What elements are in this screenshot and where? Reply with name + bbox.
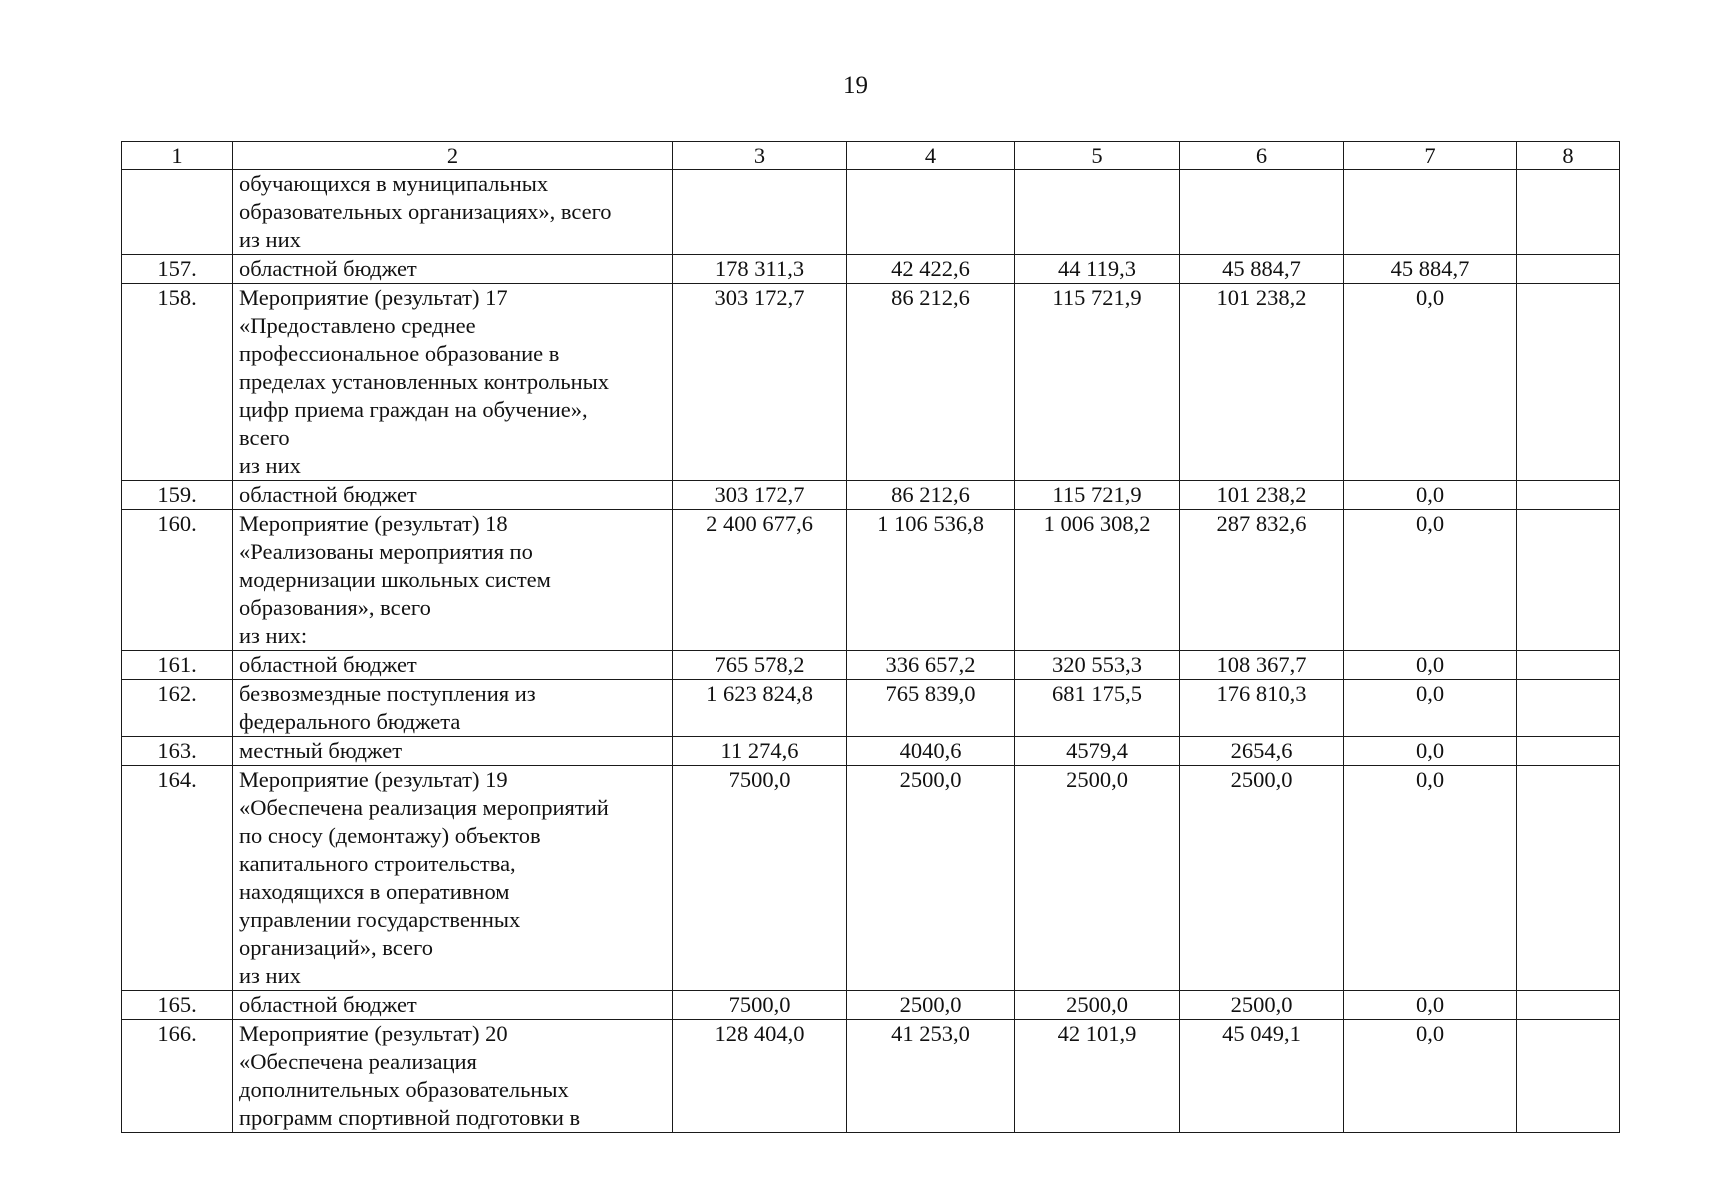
column-header: 6 — [1180, 142, 1344, 170]
description-line: Мероприятие (результат) 18 — [239, 511, 508, 536]
value-cell-col-5: 681 175,5 — [1015, 680, 1180, 737]
value-cell-col-7: 0,0 — [1344, 766, 1517, 991]
description-line: из них — [239, 227, 301, 252]
description-line: дополнительных образовательных — [239, 1077, 569, 1102]
description-line: капитального строительства, — [239, 851, 516, 876]
description-line: из них — [239, 963, 301, 988]
description-line: областной бюджет — [239, 992, 417, 1017]
row-description — [233, 991, 673, 1020]
value-cell-col-5: 115 721,9 — [1015, 284, 1180, 481]
description-line: по сносу (демонтажу) объектов — [239, 823, 541, 848]
value-cell-col-7: 0,0 — [1344, 1020, 1517, 1133]
value-cell-col-5: 1 006 308,2 — [1015, 510, 1180, 651]
value-cell-col-8 — [1517, 1020, 1620, 1133]
description-line: областной бюджет — [239, 652, 417, 677]
value-cell-col-7: 0,0 — [1344, 651, 1517, 680]
description-line: «Обеспечена реализация мероприятий — [239, 795, 609, 820]
value-cell-col-6: 45 884,7 — [1180, 255, 1344, 284]
description-line: обучающихся в муниципальных — [239, 171, 549, 196]
column-header: 3 — [673, 142, 847, 170]
description-line: образовательных организациях», всего — [239, 199, 612, 224]
row-number: 166. — [122, 1020, 233, 1133]
value-cell-col-6: 176 810,3 — [1180, 680, 1344, 737]
row-description — [233, 510, 673, 651]
value-cell-col-3: 2 400 677,6 — [673, 510, 847, 651]
row-description — [233, 737, 673, 766]
value-cell-col-7: 0,0 — [1344, 991, 1517, 1020]
value-cell-col-3: 7500,0 — [673, 991, 847, 1020]
value-cell-col-6: 2654,6 — [1180, 737, 1344, 766]
row-description — [233, 1020, 673, 1133]
row-number: 159. — [122, 481, 233, 510]
value-cell-col-3: 303 172,7 — [673, 481, 847, 510]
description-line: безвозмездные поступления из — [239, 681, 536, 706]
row-number — [122, 170, 233, 255]
row-description — [233, 481, 673, 510]
row-number: 158. — [122, 284, 233, 481]
value-cell-col-4: 86 212,6 — [847, 481, 1015, 510]
value-cell-col-5: 44 119,3 — [1015, 255, 1180, 284]
value-cell-col-7: 0,0 — [1344, 510, 1517, 651]
description-line: областной бюджет — [239, 256, 417, 281]
value-cell-col-3 — [673, 170, 847, 255]
value-cell-col-7: 0,0 — [1344, 737, 1517, 766]
description-line: программ спортивной подготовки в — [239, 1105, 581, 1130]
description-line: Мероприятие (результат) 17 — [239, 285, 508, 310]
table-row — [122, 737, 1620, 766]
row-description — [233, 680, 673, 737]
description-line: профессиональное образование в — [239, 341, 560, 366]
value-cell-col-4 — [847, 170, 1015, 255]
row-number: 157. — [122, 255, 233, 284]
value-cell-col-7: 0,0 — [1344, 481, 1517, 510]
value-cell-col-4: 41 253,0 — [847, 1020, 1015, 1133]
value-cell-col-4: 765 839,0 — [847, 680, 1015, 737]
value-cell-col-6: 101 238,2 — [1180, 284, 1344, 481]
page-number: 19 — [843, 72, 868, 99]
value-cell-col-4: 4040,6 — [847, 737, 1015, 766]
description-line: Мероприятие (результат) 20 — [239, 1021, 508, 1046]
description-line: всего — [239, 425, 290, 450]
value-cell-col-8 — [1517, 510, 1620, 651]
value-cell-col-8 — [1517, 284, 1620, 481]
row-description — [233, 651, 673, 680]
value-cell-col-8 — [1517, 991, 1620, 1020]
value-cell-col-3: 178 311,3 — [673, 255, 847, 284]
value-cell-col-3: 303 172,7 — [673, 284, 847, 481]
value-cell-col-7 — [1344, 170, 1517, 255]
row-number: 165. — [122, 991, 233, 1020]
description-line: из них — [239, 453, 301, 478]
value-cell-col-4: 2500,0 — [847, 991, 1015, 1020]
table-row — [122, 651, 1620, 680]
value-cell-col-5: 4579,4 — [1015, 737, 1180, 766]
row-number: 164. — [122, 766, 233, 991]
value-cell-col-5: 2500,0 — [1015, 991, 1180, 1020]
table-row — [122, 680, 1620, 737]
value-cell-col-6 — [1180, 170, 1344, 255]
value-cell-col-8 — [1517, 170, 1620, 255]
value-cell-col-6: 45 049,1 — [1180, 1020, 1344, 1133]
table-header-row — [122, 142, 1620, 170]
value-cell-col-7: 45 884,7 — [1344, 255, 1517, 284]
description-line: областной бюджет — [239, 482, 417, 507]
column-header: 7 — [1344, 142, 1517, 170]
table-row — [122, 255, 1620, 284]
row-number: 161. — [122, 651, 233, 680]
value-cell-col-3: 765 578,2 — [673, 651, 847, 680]
description-line: Мероприятие (результат) 19 — [239, 767, 508, 792]
value-cell-col-6: 2500,0 — [1180, 991, 1344, 1020]
value-cell-col-3: 1 623 824,8 — [673, 680, 847, 737]
value-cell-col-6: 108 367,7 — [1180, 651, 1344, 680]
table-row — [122, 991, 1620, 1020]
description-line: управлении государственных — [239, 907, 521, 932]
column-header: 2 — [233, 142, 673, 170]
value-cell-col-4: 42 422,6 — [847, 255, 1015, 284]
row-description — [233, 170, 673, 255]
budget-table — [121, 141, 1620, 1133]
table-row — [122, 170, 1620, 255]
value-cell-col-5: 115 721,9 — [1015, 481, 1180, 510]
description-line: «Предоставлено среднее — [239, 313, 476, 338]
value-cell-col-7: 0,0 — [1344, 284, 1517, 481]
table-row — [122, 766, 1620, 991]
value-cell-col-8 — [1517, 651, 1620, 680]
description-line: «Обеспечена реализация — [239, 1049, 477, 1074]
row-number: 160. — [122, 510, 233, 651]
column-header: 1 — [122, 142, 233, 170]
description-line: местный бюджет — [239, 738, 403, 763]
value-cell-col-3: 128 404,0 — [673, 1020, 847, 1133]
value-cell-col-6: 101 238,2 — [1180, 481, 1344, 510]
row-number: 162. — [122, 680, 233, 737]
row-description — [233, 766, 673, 991]
value-cell-col-8 — [1517, 680, 1620, 737]
value-cell-col-6: 2500,0 — [1180, 766, 1344, 991]
value-cell-col-5: 320 553,3 — [1015, 651, 1180, 680]
table-row — [122, 510, 1620, 651]
description-line: модернизации школьных систем — [239, 567, 551, 592]
value-cell-col-8 — [1517, 481, 1620, 510]
row-number: 163. — [122, 737, 233, 766]
column-header: 5 — [1015, 142, 1180, 170]
description-line: пределах установленных контрольных — [239, 369, 610, 394]
column-header: 4 — [847, 142, 1015, 170]
description-line: организаций», всего — [239, 935, 433, 960]
table-row — [122, 1020, 1620, 1133]
description-line: цифр приема граждан на обучение», — [239, 397, 588, 422]
value-cell-col-5: 2500,0 — [1015, 766, 1180, 991]
value-cell-col-3: 7500,0 — [673, 766, 847, 991]
value-cell-col-5 — [1015, 170, 1180, 255]
description-line: находящихся в оперативном — [239, 879, 510, 904]
row-description — [233, 284, 673, 481]
value-cell-col-3: 11 274,6 — [673, 737, 847, 766]
description-line: «Реализованы мероприятия по — [239, 539, 533, 564]
value-cell-col-4: 86 212,6 — [847, 284, 1015, 481]
value-cell-col-8 — [1517, 255, 1620, 284]
value-cell-col-7: 0,0 — [1344, 680, 1517, 737]
value-cell-col-4: 336 657,2 — [847, 651, 1015, 680]
value-cell-col-8 — [1517, 737, 1620, 766]
value-cell-col-5: 42 101,9 — [1015, 1020, 1180, 1133]
value-cell-col-4: 2500,0 — [847, 766, 1015, 991]
description-line: из них: — [239, 623, 308, 648]
value-cell-col-6: 287 832,6 — [1180, 510, 1344, 651]
table-row — [122, 481, 1620, 510]
description-line: федерального бюджета — [239, 709, 461, 734]
table-row — [122, 284, 1620, 481]
column-header: 8 — [1517, 142, 1620, 170]
row-description — [233, 255, 673, 284]
value-cell-col-8 — [1517, 766, 1620, 991]
value-cell-col-4: 1 106 536,8 — [847, 510, 1015, 651]
description-line: образования», всего — [239, 595, 431, 620]
